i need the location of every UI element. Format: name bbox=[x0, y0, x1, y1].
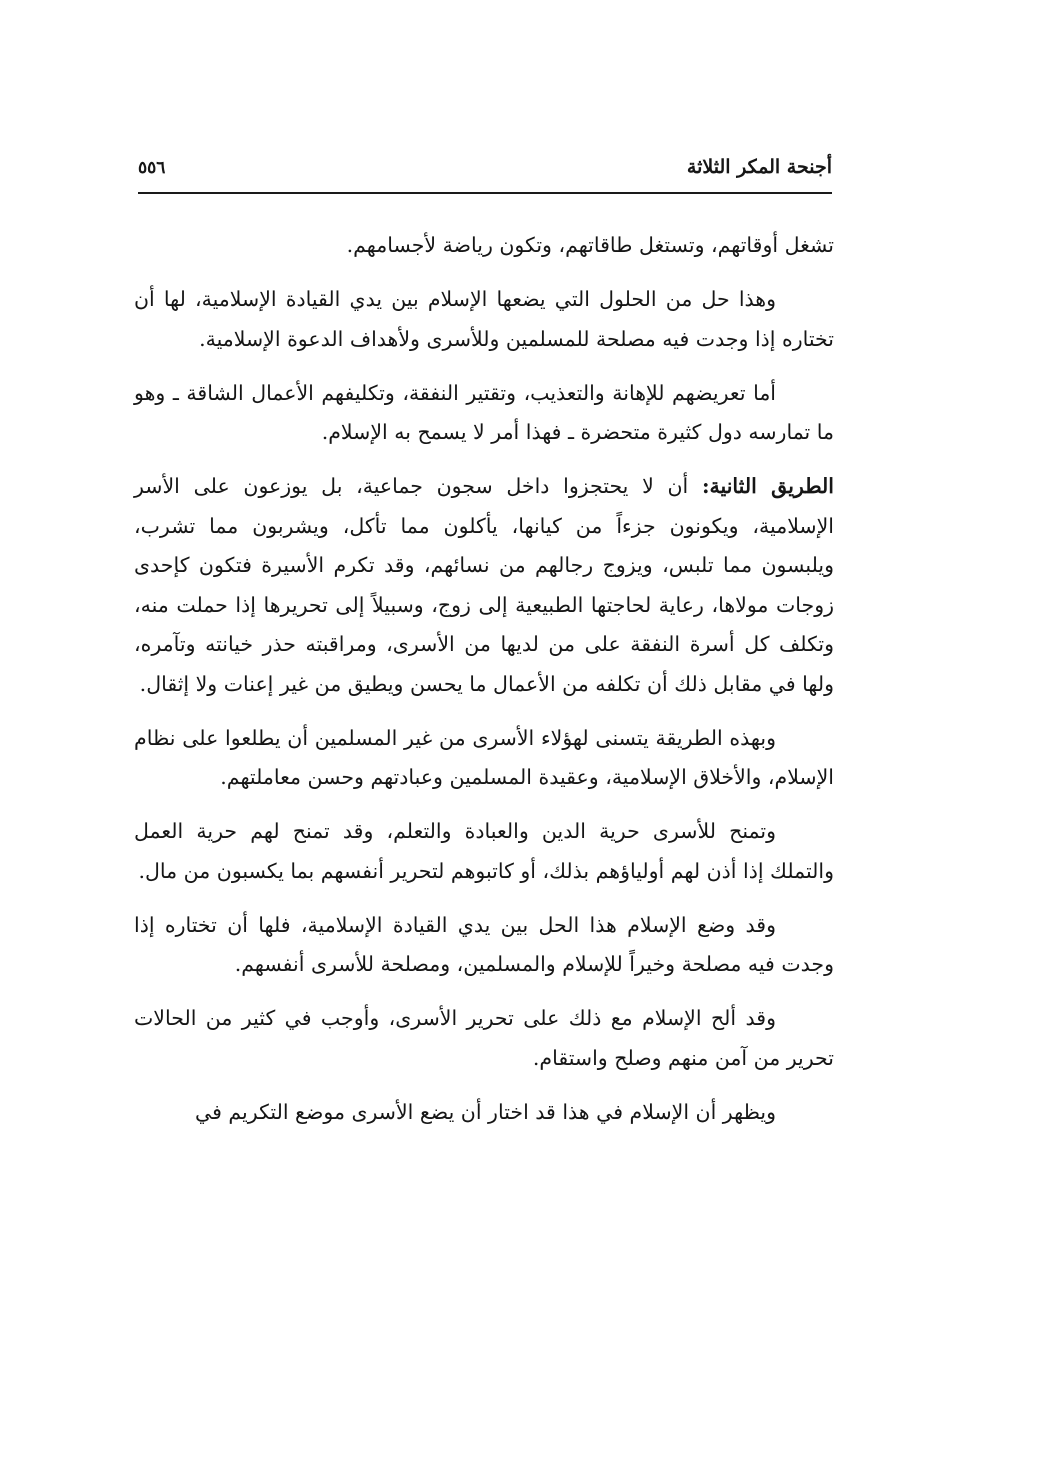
paragraph-text: أن لا يحتجزوا داخل سجون جماعية، بل يوزعون على الأسر الإسلامية، ويكونون جزءاً من كيانها، يأكلون مما تأكل، ويشربون مما تشرب، ويلبسون مما تلبس، ويزوج رجالهم من نسائهم، وقد تكرم الأسيرة فتكون كإحدى زوجات مولاها، رعاية لحاجتها الطبيعية إلى زوج، وسبيلاً إلى تحريرها إذا حملت منه، وتكلف كل أسرة النفقة على من لديها من الأسرى، ومراقبته حذر خيانته وتآمره، ولها في مقابل ذلك أن تكلفه من الأعمال ما يحسن ويطيق من غير إعنات ولا إثقال. bbox=[134, 474, 834, 696]
paragraph: وقد وضع الإسلام هذا الحل بين يدي القيادة الإسلامية، فلها أن تختاره إذا وجدت فيه مصلحة وخيراً للإسلام والمسلمين، ومصلحة للأسرى أنفسهم. bbox=[134, 912, 834, 976]
page-header bbox=[138, 154, 832, 190]
page-number: ٥٥٦ bbox=[138, 158, 166, 178]
paragraph: ويظهر أن الإسلام في هذا قد اختار أن يضع الأسرى موضع التكريم في bbox=[195, 1099, 776, 1124]
paragraph: تشغل أوقاتهم، وتستغل طاقاتهم، وتكون رياضة لأجسامهم. bbox=[346, 233, 834, 257]
paragraph: وبهذه الطريقة يتسنى لهؤلاء الأسرى من غير المسلمين أن يطلعوا على نظام الإسلام، والأخلاق الإسلامية، وعقيدة المسلمين وعبادتهم وحسن معاملتهم. bbox=[134, 725, 834, 789]
paragraph: أما تعريضهم للإهانة والتعذيب، وتقتير النفقة، وتكليفهم الأعمال الشاقة ـ وهو ما تمارسه دول كثيرة متحضرة ـ فهذا أمر لا يسمح به الإسلام. bbox=[134, 380, 834, 444]
header-rule bbox=[138, 192, 832, 194]
body-text bbox=[134, 226, 834, 1147]
running-title: أجنحة المكر الثلاثة bbox=[686, 156, 832, 178]
section-lead-term: الطريق الثانية: bbox=[701, 474, 834, 498]
paragraph: وتمنح للأسرى حرية الدين والعبادة والتعلم، وقد تمنح لهم حرية العمل والتملك إذا أذن لهم أولياؤهم بذلك، أو كاتبوهم لتحرير أنفسهم بما يكسبون من مال. bbox=[134, 819, 834, 883]
paragraph bbox=[134, 467, 834, 704]
paragraph: وهذا حل من الحلول التي يضعها الإسلام بين يدي القيادة الإسلامية، لها أن تختاره إذا وجدت فيه مصلحة للمسلمين وللأسرى ولأهداف الدعوة الإسلامية. bbox=[134, 287, 834, 351]
paragraph: وقد ألح الإسلام مع ذلك على تحرير الأسرى، وأوجب في كثير من الحالات تحرير من آمن منهم وصلح واستقام. bbox=[134, 1006, 834, 1070]
